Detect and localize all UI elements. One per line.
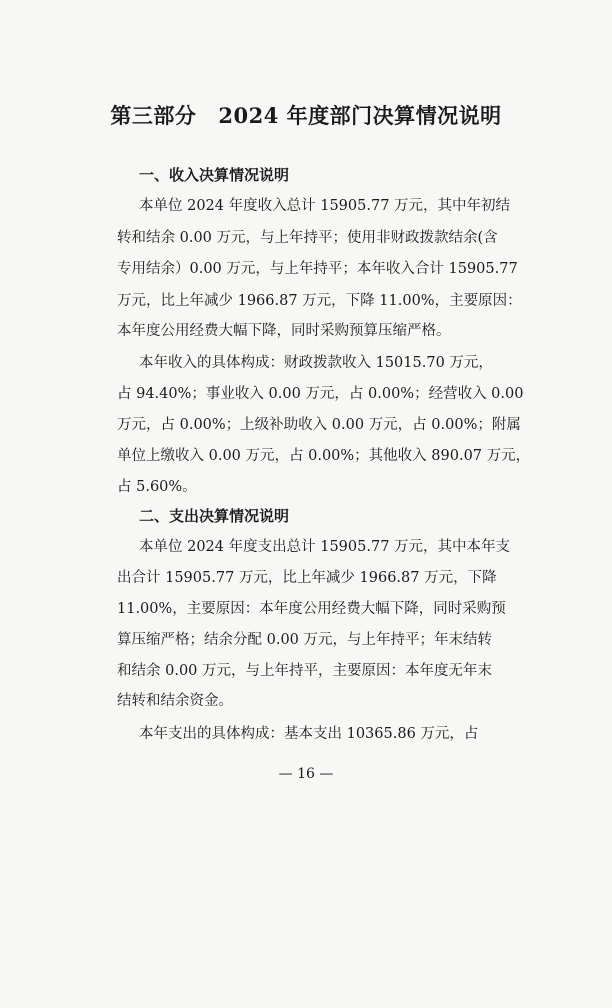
title-text: 2024 年度部门决算情况说明 bbox=[218, 103, 502, 128]
section-heading-expenditure: 二、支出决算情况说明 bbox=[139, 507, 290, 525]
paragraph-line: 结转和结余资金。 bbox=[117, 693, 233, 709]
page-title bbox=[0, 100, 612, 130]
paragraph-line: 本年收入的具体构成：财政拨款收入 15015.70 万元， bbox=[139, 355, 493, 371]
paragraph-line: 占 94.40%；事业收入 0.00 万元，占 0.00%；经营收入 0.00 bbox=[117, 386, 524, 402]
title-part: 第三部分 bbox=[110, 103, 197, 128]
paragraph-line: 本单位 2024 年度收入总计 15905.77 万元，其中年初结 bbox=[139, 198, 511, 214]
paragraph-line: 专用结余）0.00 万元，与上年持平；本年收入合计 15905.77 bbox=[117, 261, 518, 277]
paragraph-line: 转和结余 0.00 万元，与上年持平；使用非财政拨款结余(含 bbox=[117, 230, 498, 246]
paragraph-line: 算压缩严格；结余分配 0.00 万元，与上年持平；年末结转 bbox=[117, 632, 493, 648]
paragraph-line: 和结余 0.00 万元，与上年持平，主要原因：本年度无年末 bbox=[117, 663, 493, 679]
paragraph-line: 单位上缴收入 0.00 万元，占 0.00%；其他收入 890.07 万元， bbox=[117, 448, 531, 464]
paragraph-line: 本年支出的具体构成：基本支出 10365.86 万元，占 bbox=[139, 726, 479, 742]
paragraph-line: 万元，占 0.00%；上级补助收入 0.00 万元，占 0.00%；附属 bbox=[117, 417, 521, 433]
page-number: — 16 — bbox=[278, 766, 334, 782]
paragraph-line: 本年度公用经费大幅下降，同时采购预算压缩严格。 bbox=[117, 323, 451, 339]
section-heading-income: 一、收入决算情况说明 bbox=[139, 166, 290, 184]
paragraph-line: 占 5.60%。 bbox=[117, 479, 197, 495]
paragraph-line: 11.00%，主要原因：本年度公用经费大幅下降，同时采购预 bbox=[117, 601, 506, 617]
paragraph-line: 万元，比上年减少 1966.87 万元，下降 11.00%，主要原因： bbox=[117, 293, 522, 309]
paragraph-line: 本单位 2024 年度支出总计 15905.77 万元，其中本年支 bbox=[139, 539, 511, 555]
paragraph-line: 出合计 15905.77 万元，比上年减少 1966.87 万元，下降 bbox=[117, 570, 497, 586]
